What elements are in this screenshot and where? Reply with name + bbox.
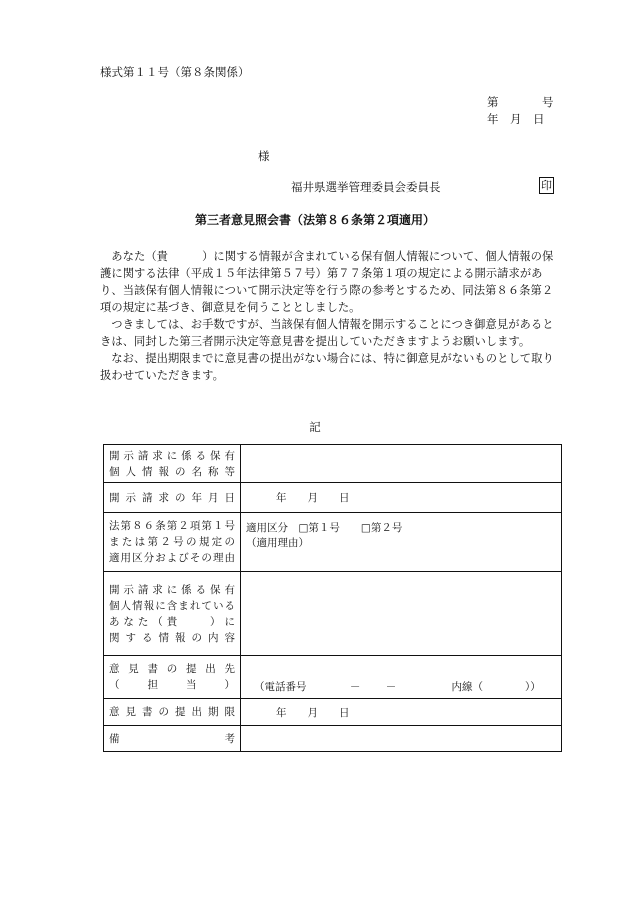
extension-label: 内線（ ））	[451, 681, 541, 693]
table-row	[104, 483, 562, 513]
body-paragraph-1: あなた（貴 ）に関する情報が含まれている保有個人情報について、個人情報の保護に関する法律（平成１５年法律第５７号）第７７条第１項の規定による開示請求があり、当該保有個人情報について開示決定等を行う際の参考とするため、同法第８６条第２項の規定に基づき、御意見を伺うこととしました。	[100, 250, 554, 314]
recipient-honorific: 様	[258, 149, 270, 163]
label-submission-deadline: 意見書の提出期限	[104, 699, 241, 726]
body-text	[100, 248, 560, 384]
document-number-suffix: 号	[542, 95, 554, 109]
label-remarks: 備 考	[104, 726, 241, 752]
category-checkboxes[interactable]: 適用区分 □第１号 □第２号	[246, 522, 403, 534]
table-row	[104, 656, 562, 699]
label-info-name: 開示請求に係る保有 個人情報の名称等	[104, 445, 241, 483]
table-row	[104, 726, 562, 752]
table-row	[104, 699, 562, 726]
value-submission-address[interactable]	[241, 656, 562, 699]
label-request-date: 開示請求の年月日	[104, 483, 241, 513]
label-info-content: 開示請求に係る保有 個人情報に含まれている あなた（貴 ）に 関する情報の内容	[104, 572, 241, 656]
ki-heading: 記	[309, 420, 321, 434]
table-row	[104, 513, 562, 572]
phone-dash-2: －	[385, 681, 397, 693]
reason-label: （適用理由）	[246, 537, 309, 549]
phone-dash-1: －	[349, 681, 361, 693]
label-applicable-category: 法第８６条第２項第１号 または第２号の規定の 適用区分およびその理由	[104, 513, 241, 572]
phone-label: （電話番号	[254, 681, 307, 693]
value-remarks[interactable]	[241, 726, 562, 752]
document-title: 第三者意見照会書（法第８６条第２項適用）	[194, 213, 435, 227]
value-info-content[interactable]	[241, 572, 562, 656]
body-paragraph-3: なお、提出期限までに意見書の提出がない場合には、特に御意見がないものとして取り扱わせていただきます。	[100, 352, 554, 382]
value-info-name[interactable]	[241, 445, 562, 483]
value-applicable-category[interactable]	[241, 513, 562, 572]
label-submission-address: 意見書の提出先 （ 担 当 ）	[104, 656, 241, 699]
document-date: 年 月 日	[487, 112, 545, 126]
value-submission-deadline[interactable]: 年 月 日	[241, 699, 562, 726]
table-row	[104, 445, 562, 483]
seal-mark: 印	[541, 179, 552, 192]
inquiry-table	[103, 444, 562, 752]
value-request-date[interactable]: 年 月 日	[241, 483, 562, 513]
sender-name: 福井県選挙管理委員会委員長	[291, 180, 441, 194]
document-number-prefix: 第	[487, 95, 499, 109]
body-paragraph-2: つきましては、お手数ですが、当該保有個人情報を開示することにつき御意見があるときは、同封した第三者開示決定等意見書を提出していただきますようお願いします。	[100, 318, 554, 348]
form-number: 様式第１１号（第８条関係）	[100, 65, 250, 79]
table-row	[104, 572, 562, 656]
